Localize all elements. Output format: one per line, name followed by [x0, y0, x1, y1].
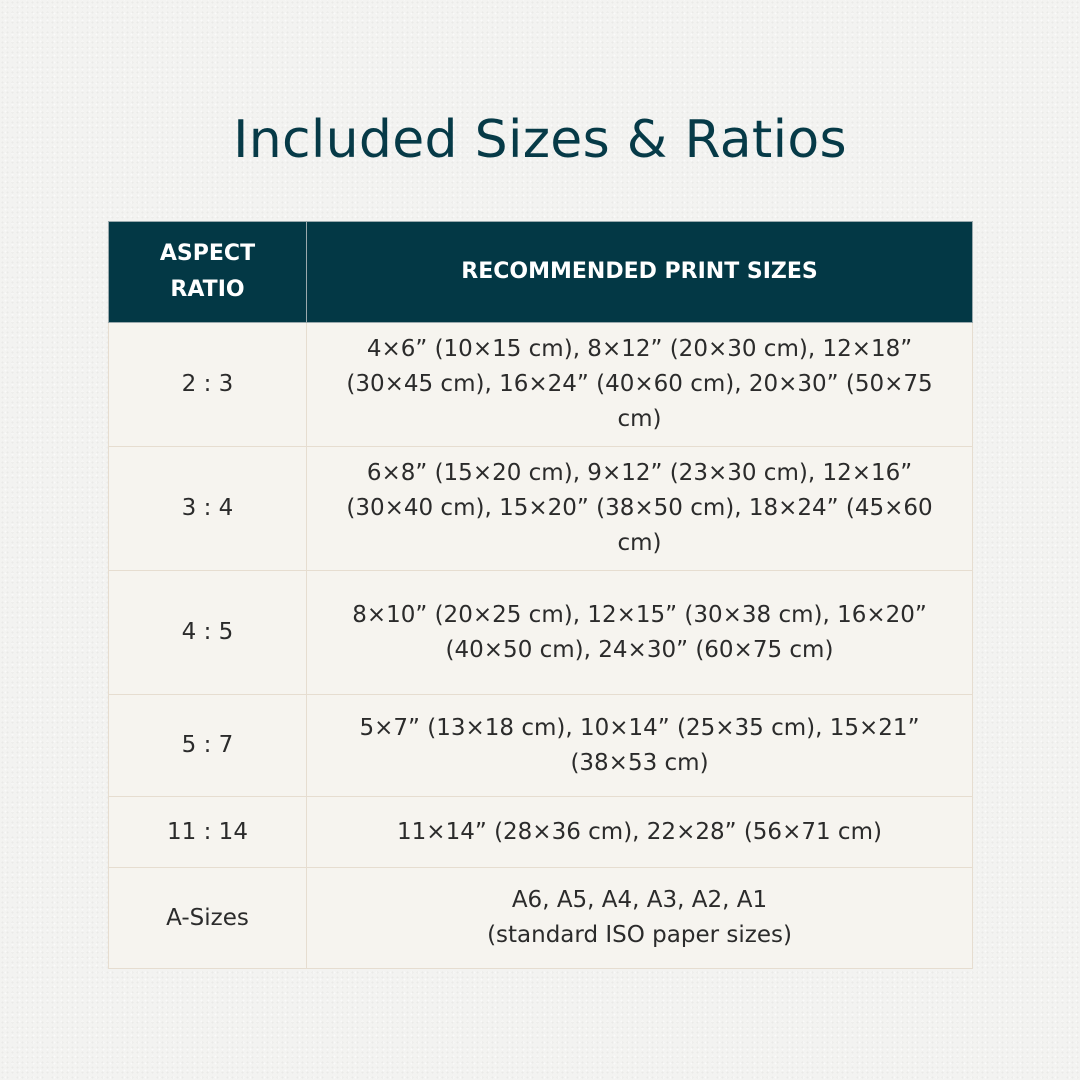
sizes-cell: 8×10” (20×25 cm), 12×15” (30×38 cm), 16×20” (40×50 cm), 24×30” (60×75 cm)	[307, 571, 973, 695]
sizes-table	[108, 221, 973, 969]
header-aspect-ratio-line2: RATIO	[170, 277, 245, 302]
header-aspect-ratio	[109, 222, 307, 323]
sizes-cell: 6×8” (15×20 cm), 9×12” (23×30 cm), 12×16” (30×40 cm), 15×20” (38×50 cm), 18×24” (45×60 cm)	[307, 447, 973, 571]
ratio-cell: 4 : 5	[109, 571, 307, 695]
sizes-note: (standard ISO paper sizes)	[487, 922, 792, 948]
sizes-cell: 4×6” (10×15 cm), 8×12” (20×30 cm), 12×18” (30×45 cm), 16×24” (40×60 cm), 20×30” (50×75 cm)	[307, 323, 973, 447]
table-header-row	[109, 222, 973, 323]
ratio-cell: 5 : 7	[109, 695, 307, 797]
sizes-cell	[307, 868, 973, 969]
table-row	[109, 868, 973, 969]
table-row	[109, 323, 973, 447]
ratio-cell: 11 : 14	[109, 797, 307, 868]
page-title: Included Sizes & Ratios	[233, 110, 847, 170]
sizes-cell: 5×7” (13×18 cm), 10×14” (25×35 cm), 15×21” (38×53 cm)	[307, 695, 973, 797]
sizes-cell: 11×14” (28×36 cm), 22×28” (56×71 cm)	[307, 797, 973, 868]
ratio-cell: 3 : 4	[109, 447, 307, 571]
ratio-cell: A-Sizes	[109, 868, 307, 969]
ratio-cell: 2 : 3	[109, 323, 307, 447]
table-row	[109, 447, 973, 571]
header-print-sizes: RECOMMENDED PRINT SIZES	[307, 222, 973, 323]
table-row	[109, 797, 973, 868]
sizes-line: A6, A5, A4, A3, A2, A1	[511, 887, 768, 913]
table-row	[109, 695, 973, 797]
table-row	[109, 571, 973, 695]
header-aspect-ratio-line1: ASPECT	[159, 241, 256, 266]
